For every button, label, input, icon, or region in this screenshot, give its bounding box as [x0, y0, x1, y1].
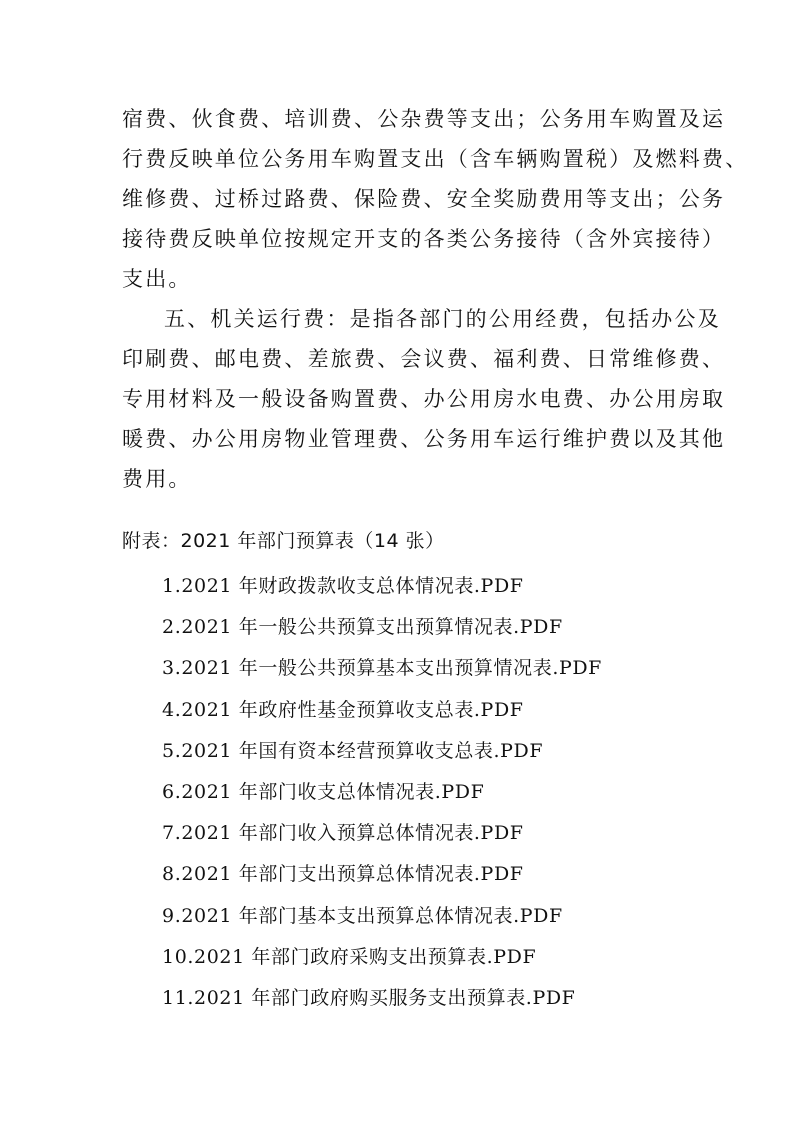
attachment-item[interactable]: 4.2021 年政府性基金预算收支总表.PDF — [162, 698, 524, 721]
attachment-item[interactable]: 9.2021 年部门基本支出预算总体情况表.PDF — [162, 904, 563, 927]
paragraph-line: 接待费反映单位按规定开支的各类公务接待（含外宾接待） — [122, 227, 726, 251]
paragraph-line-indented: 五、机关运行费：是指各部门的公用经费，包括办公及 — [164, 307, 721, 331]
attachment-item[interactable]: 7.2021 年部门收入预算总体情况表.PDF — [162, 822, 524, 845]
attachment-item[interactable]: 1.2021 年财政拨款收支总体情况表.PDF — [162, 575, 524, 597]
attachment-item[interactable]: 10.2021 年部门政府采购支出预算表.PDF — [162, 945, 537, 968]
paragraph-line: 支出。 — [122, 267, 192, 291]
paragraph-line: 费用。 — [122, 467, 192, 491]
paragraph-line: 行费反映单位公务用车购置支出（含车辆购置税）及燃料费、 — [122, 147, 749, 171]
paragraph-line: 印刷费、邮电费、差旅费、会议费、福利费、日常维修费、 — [122, 347, 726, 371]
paragraph-line: 暖费、办公用房物业管理费、公务用车运行维护费以及其他 — [122, 427, 726, 451]
attachment-item[interactable]: 5.2021 年国有资本经营预算收支总表.PDF — [162, 739, 544, 762]
attachments-list — [162, 566, 602, 1019]
attachments-heading: 附表：2021 年部门预算表（14 张） — [122, 530, 445, 552]
paragraph-line: 专用材料及一般设备购置费、办公用房水电费、办公用房取 — [122, 387, 726, 411]
attachment-item[interactable]: 8.2021 年部门支出预算总体情况表.PDF — [162, 863, 524, 886]
paragraph-line: 维修费、过桥过路费、保险费、安全奖励费用等支出；公务 — [122, 187, 726, 211]
attachment-item[interactable]: 3.2021 年一般公共预算基本支出预算情况表.PDF — [162, 657, 602, 680]
paragraph-line: 宿费、伙食费、培训费、公杂费等支出；公务用车购置及运 — [122, 107, 726, 131]
attachment-item[interactable]: 11.2021 年部门政府购买服务支出预算表.PDF — [162, 987, 576, 1010]
attachment-item[interactable]: 2.2021 年一般公共预算支出预算情况表.PDF — [162, 616, 563, 639]
attachment-item[interactable]: 6.2021 年部门收支总体情况表.PDF — [162, 781, 485, 804]
